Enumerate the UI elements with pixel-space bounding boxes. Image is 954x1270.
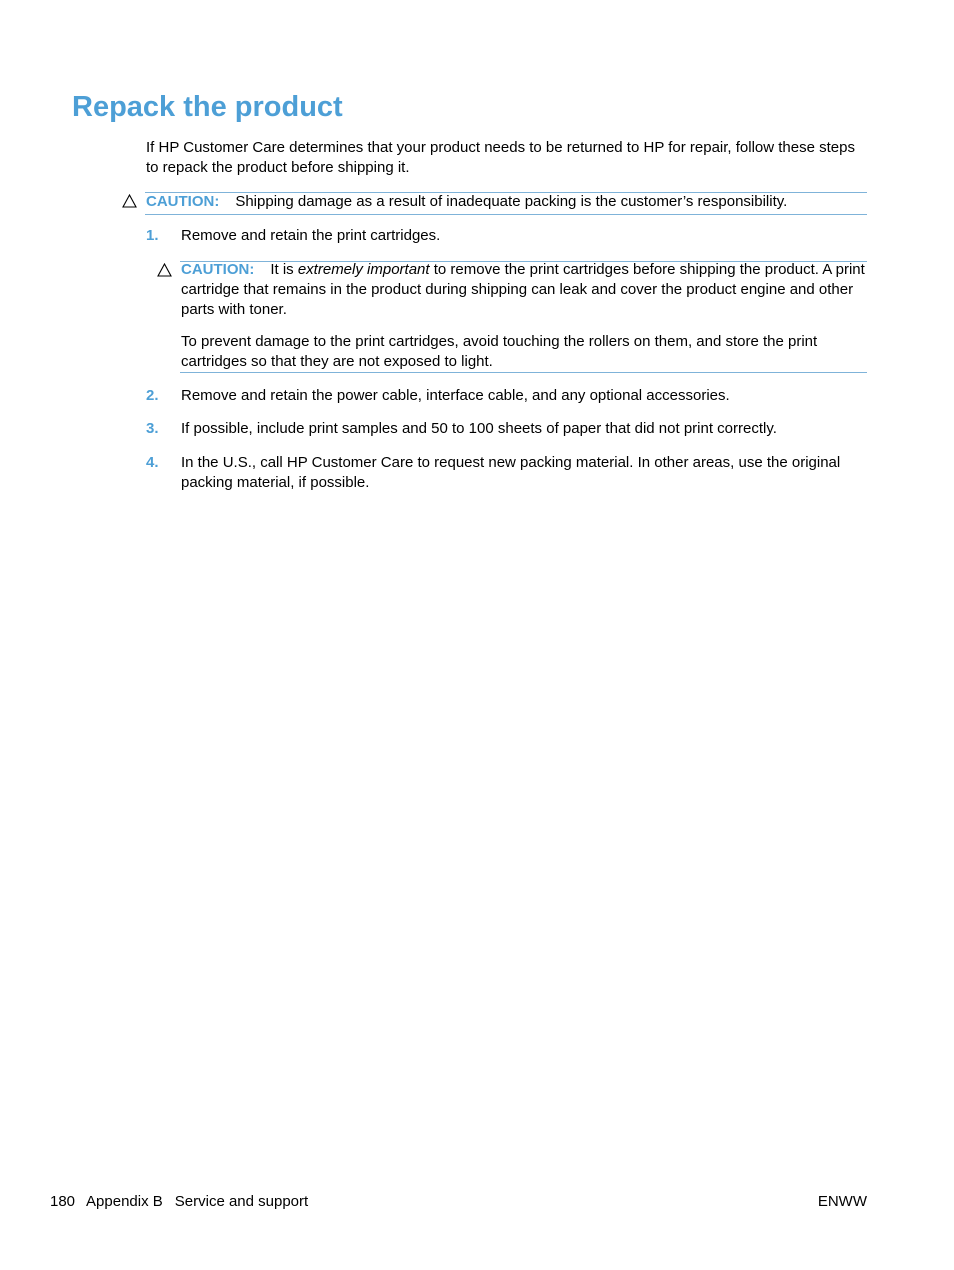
- caution-triangle-icon: [122, 194, 137, 208]
- page-number: 180: [50, 1193, 76, 1210]
- caution-text-after: to remove the print cartridges before shipping the product. A print cartridge that remains in the product during shipping can leak and cover the product engine and other parts with toner.: [181, 261, 865, 318]
- page-footer: [50, 1192, 308, 1212]
- step-number: 3.: [146, 420, 159, 437]
- step-text: In the U.S., call HP Customer Care to request new packing material. In other areas, use the original packing material, if possible.: [181, 454, 841, 491]
- step-text: If possible, include print samples and 50 to 100 sheets of paper that did not print correctly.: [181, 420, 777, 437]
- chapter-label: Appendix B: [86, 1193, 163, 1210]
- step-text: Remove and retain the print cartridges.: [181, 227, 441, 244]
- step1-caution-note: [181, 260, 871, 320]
- caution-note: [146, 192, 868, 212]
- caution-text: Shipping damage as a result of inadequate packing is the customer’s responsibility.: [235, 193, 788, 210]
- caution-emphasis: extremely important: [297, 261, 430, 278]
- step-number: 1.: [146, 227, 159, 244]
- caution-text-before: It is: [270, 261, 298, 278]
- caution-triangle-icon: [157, 263, 172, 277]
- step-text: Remove and retain the power cable, interface cable, and any optional accessories.: [181, 387, 730, 404]
- step-number: 4.: [146, 454, 159, 471]
- intro-paragraph: If HP Customer Care determines that your product needs to be returned to HP for repair, follow these steps to repack the product before shipping it.: [146, 139, 855, 176]
- caution-rule-bottom: [180, 372, 867, 373]
- caution-label: CAUTION:: [146, 193, 220, 210]
- step-number: 2.: [146, 387, 159, 404]
- section-label: Service and support: [174, 1193, 309, 1210]
- edition-label: ENWW: [817, 1193, 867, 1210]
- page-title: Repack the product: [72, 91, 343, 123]
- caution-label: CAUTION:: [181, 261, 255, 278]
- caution-paragraph: To prevent damage to the print cartridges, avoid touching the rollers on them, and store the print cartridges so that they are not exposed to light.: [181, 333, 818, 370]
